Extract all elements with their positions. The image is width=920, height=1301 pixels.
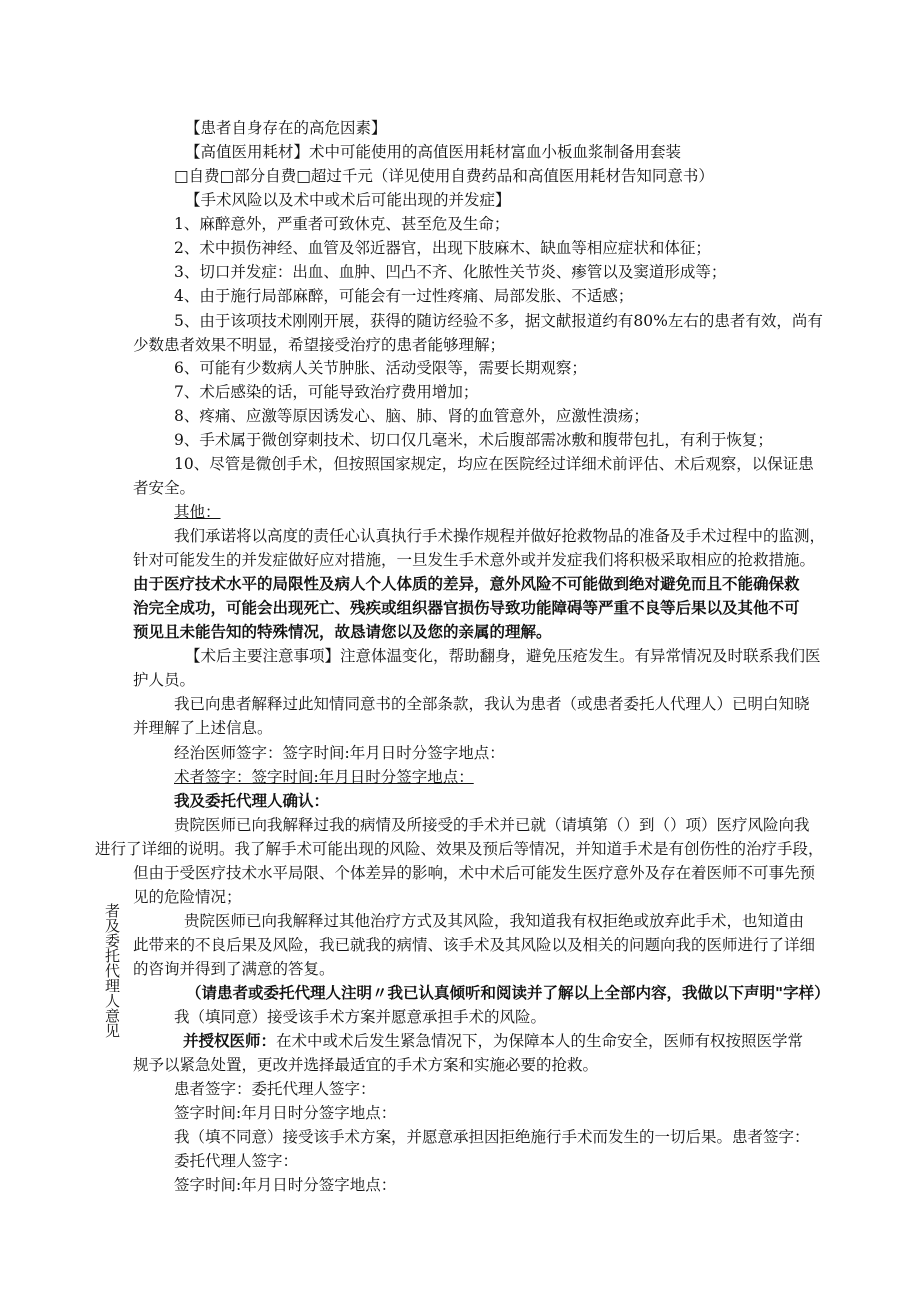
authorize-label: 并授权医师：: [183, 1032, 277, 1050]
explanation-cont: 并理解了上述信息。: [133, 719, 273, 737]
confirm-paragraph-cont: 见的危险情况；: [133, 888, 242, 906]
authorize-line-cont: 规予以紧急处置，更改并选择最适宜的手术方案和实施必要的抢救。: [133, 1056, 599, 1074]
confirm-paragraph-2: 贵院医师已向我解释过其他治疗方式及其风险，我知道我有权拒绝或放弃此手术，也知道由: [184, 912, 805, 930]
section-risks: 【手术风险以及术中或术后可能出现的并发症】: [185, 191, 511, 209]
disagree-line: 我（填不同意）接受该手术方案，并愿意承担因拒绝施行手术而发生的一切后果。患者签字：: [174, 1128, 810, 1146]
declaration-note: （请患者或委托代理人注明〃我已认真倾听和阅读并了解以上全部内容，我做以下声明"字样）: [186, 984, 830, 1002]
risk-item: 5、由于该项技术刚刚开展，获得的随访经验不多，据文献报道约有80%左右的患者有效，尚有: [174, 312, 823, 330]
authorize-text: 在术中或术后发生紧急情况下，为保障本人的生命安全，医师有权按照医学常: [276, 1032, 804, 1050]
sign-time-line: 签字时间:年月日时分签字地点：: [174, 1104, 397, 1122]
patient-signature-line: 患者签字：委托代理人签字：: [174, 1080, 376, 1098]
surgeon-signature-line: 术者签字：签字时间:年月日时分签字地点：: [174, 768, 474, 786]
other-paragraph-cont: 针对可能发生的并发症做好应对措施，一旦发生手术意外或并发症我们将积极采取相应的抢救措施。: [133, 551, 816, 569]
risk-item-cont: 者安全。: [133, 479, 196, 497]
confirm-paragraph-cont: 但由于受医疗技术水平局限、个体差异的影响，术中术后可能发生医疗意外及存在着医师不可事先预: [133, 864, 816, 882]
postop-notes: 【术后主要注意事项】注意体温变化，帮助翻身，避免压疮发生。有异常情况及时联系我们医: [185, 647, 821, 665]
risk-item: 3、切口并发症：出血、血肿、凹凸不齐、化脓性关节炎、瘆管以及窦道形成等；: [174, 263, 727, 281]
authorize-line: [183, 1031, 803, 1051]
consumables-options: □自费□部分自费□超过千元（详见使用自费药品和高值医用耗材告知同意书）: [174, 167, 714, 185]
risk-item: 10、尽管是微创手术，但按照国家规定，均应在医院经过详细术前评估、术后观察，以保证患: [174, 455, 814, 473]
risk-item: 8、疼痛、应激等原因诱发心、脑、肺、肾的血管意外，应激性溃疡；: [174, 407, 649, 425]
other-paragraph: 我们承诺将以高度的责任心认真执行手术操作规程并做好抢救物品的准备及手术过程中的监测，: [174, 527, 826, 545]
section-consumables: 【高值医用耗材】术中可能使用的高值医用耗材富血小板血浆制备用套装: [185, 143, 682, 161]
risk-item-cont: 少数患者效果不明显，希望接受治疗的患者能够理解；: [133, 336, 506, 354]
postop-notes-cont: 护人员。: [133, 671, 196, 689]
confirm-paragraph-cont: 进行了详细的说明。我了解手术可能出现的风险、效果及预后等情况，并知道手术是有创伤性的治疗手段，: [95, 840, 824, 858]
patient-agent-opinion-label: 者及委托代理人意见: [103, 903, 121, 1038]
risk-disclaimer: 治完全成功，可能会出现死亡、残疾或组织器官损伤导致功能障碍等严重不良等后果以及其他不可: [133, 599, 800, 617]
risk-item: 4、由于施行局部麻醉，可能会有一过性疼痛、局部发胀、不适感；: [174, 287, 634, 305]
confirm-title: 我及委托代理人确认：: [174, 792, 330, 810]
section-high-risk: 【患者自身存在的高危因素】: [185, 119, 387, 137]
risk-item: 9、手术属于微创穿刺技术、切口仅几毫米，术后腹部需冰敷和腹带包扎，有利于恢复；: [174, 431, 773, 449]
risk-item: 7、术后感染的话，可能导致治疗费用增加；: [174, 383, 479, 401]
agree-line: 我（填同意）接受该手术方案并愿意承担手术的风险。: [174, 1008, 547, 1026]
sign-time-line: 签字时间:年月日时分签字地点：: [174, 1176, 397, 1194]
risk-disclaimer: 预见且未能告知的特殊情况，故恳请您以及您的亲属的理解。: [133, 623, 552, 641]
explanation: 我已向患者解释过此知情同意书的全部条款，我认为患者（或患者委托人代理人）已明白知晓: [174, 695, 810, 713]
risk-item: 2、术中损伤神经、血管及邻近器官，出现下肢麻木、缺血等相应症状和体征；: [174, 239, 711, 257]
doctor-signature-line: 经治医师签字：签字时间:年月日时分签字地点：: [174, 744, 505, 762]
other-label: 其他：: [174, 503, 221, 521]
risk-item: 6、可能有少数病人关节肿胀、活动受限等，需要长期观察；: [174, 359, 587, 377]
confirm-paragraph-2-cont: 的咨询并得到了满意的答复。: [133, 960, 335, 978]
risk-item: 1、麻醉意外，严重者可致休克、甚至危及生命；: [174, 215, 510, 233]
confirm-paragraph-2-cont: 此带来的不良后果及风险，我已就我的病情、该手术及其风险以及相关的问题向我的医师进行了详细: [133, 936, 816, 954]
risk-disclaimer: 由于医疗技术水平的局限性及病人个人体质的差异，意外风险不可能做到绝对避免而且不能确保救: [133, 575, 800, 593]
agent-signature-line: 委托代理人签字：: [174, 1152, 299, 1170]
confirm-paragraph: 贵院医师已向我解释过我的病情及所接受的手术并已就（请填第（）到（）项）医疗风险向我: [174, 816, 810, 834]
